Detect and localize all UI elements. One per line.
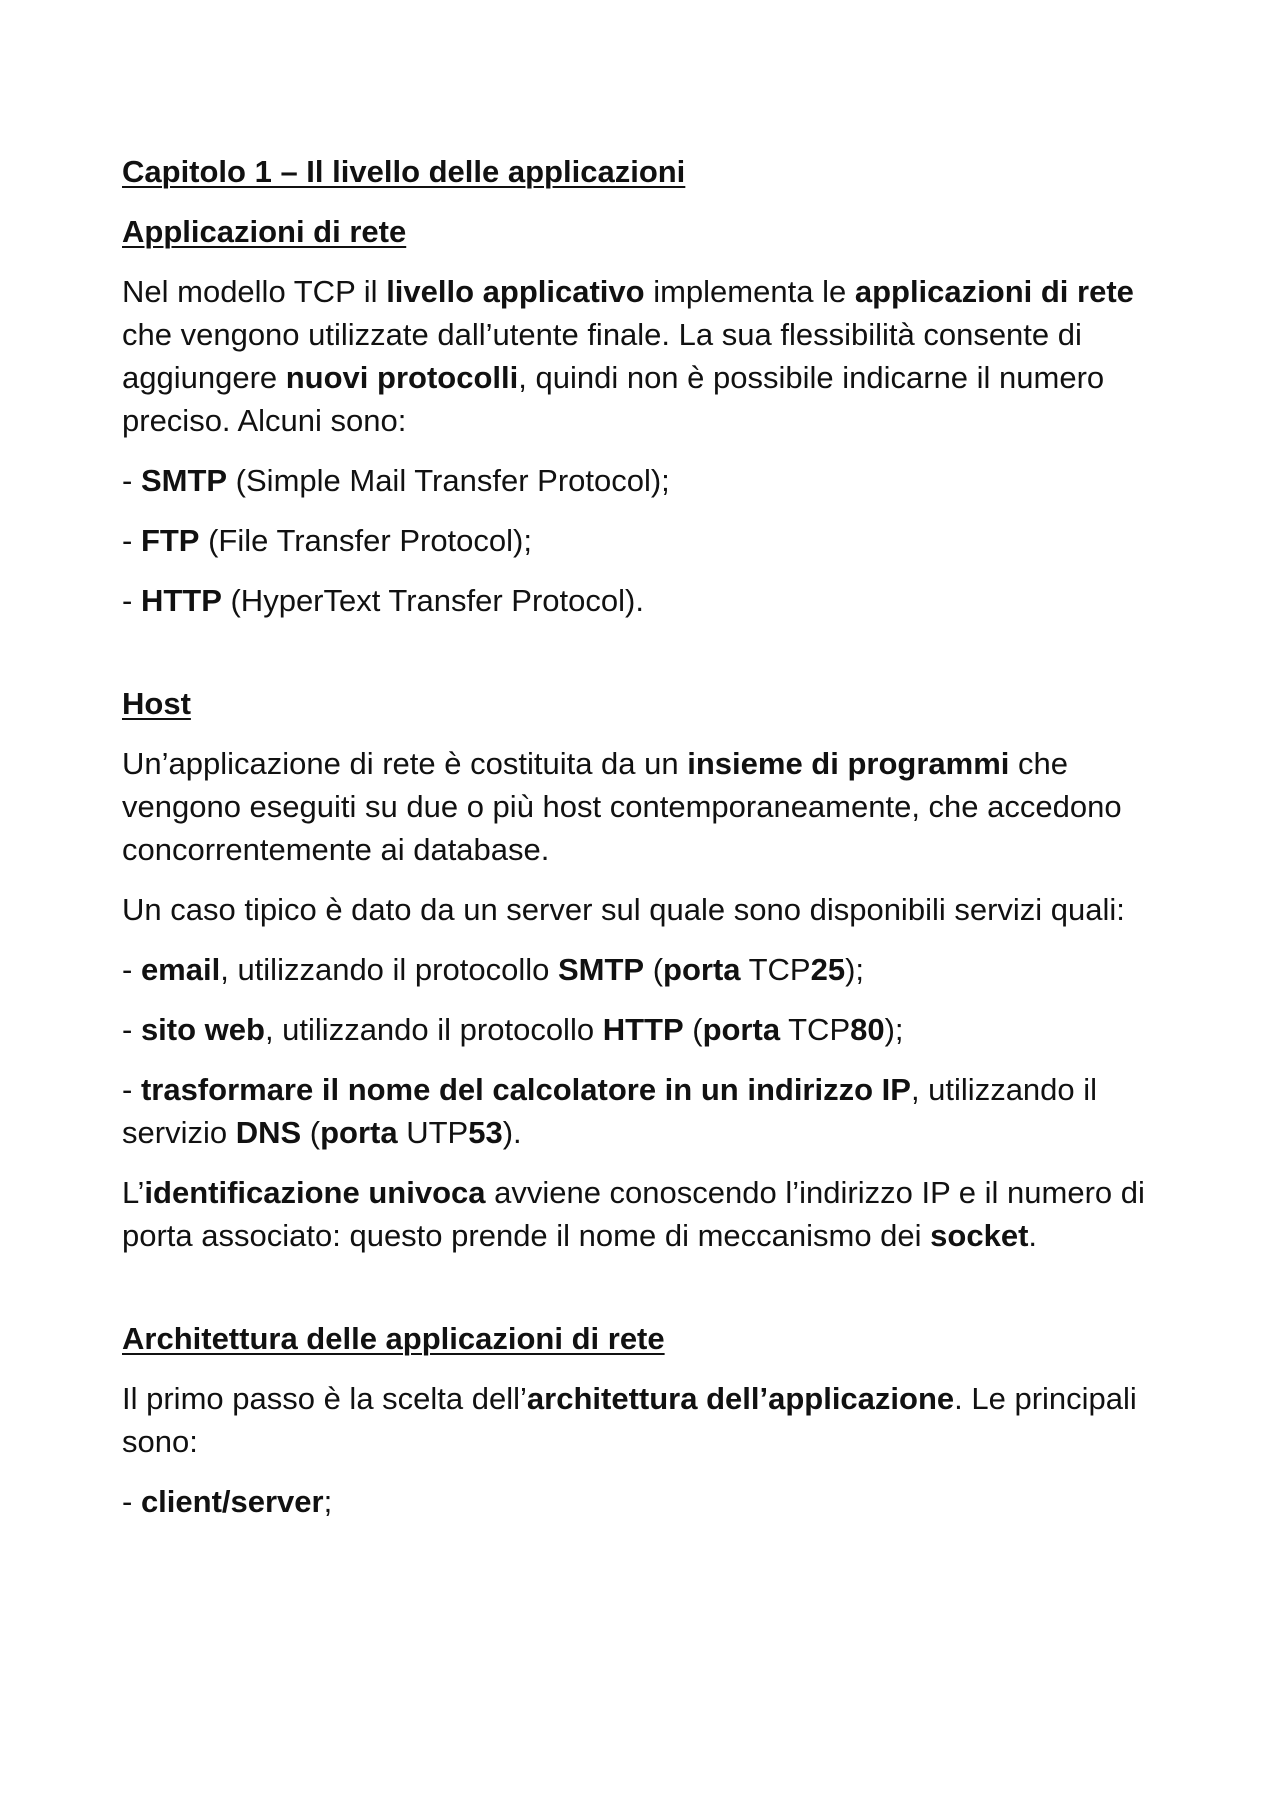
paragraph-intro: Nel modello TCP il livello applicativo implementa le applicazioni di rete che vengono utilizzate dall’utente finale. La sua flessibilità consente di aggiungere nuovi protocolli, quindi non è possibile indicarne il numero preciso. Alcuni sono: <box>122 274 1134 438</box>
list-item-ftp: - FTP (File Transfer Protocol); <box>122 523 532 558</box>
paragraph-socket: L’identificazione univoca avviene conoscendo l’indirizzo IP e il numero di porta associato: questo prende il nome di meccanismo dei socket. <box>122 1175 1145 1253</box>
list-item-smtp: - SMTP (Simple Mail Transfer Protocol); <box>122 463 670 498</box>
paragraph-host-definition: Un’applicazione di rete è costituita da un insieme di programmi che vengono eseguiti su due o più host contemporaneamente, che accedono concorrentemente ai database. <box>122 746 1122 867</box>
chapter-title: Capitolo 1 – Il livello delle applicazioni <box>122 154 686 189</box>
paragraph-server-example: Un caso tipico è dato da un server sul quale sono disponibili servizi quali: <box>122 892 1125 927</box>
section-title-architettura: Architettura delle applicazioni di rete <box>122 1321 665 1356</box>
document-page <box>122 150 1162 1523</box>
list-item-http: - HTTP (HyperText Transfer Protocol). <box>122 583 644 618</box>
section-title-host: Host <box>122 686 191 721</box>
list-item-sito-web: - sito web, utilizzando il protocollo HTTP (porta TCP80); <box>122 1012 904 1047</box>
list-item-email: - email, utilizzando il protocollo SMTP (porta TCP25); <box>122 952 864 987</box>
list-item-client-server: - client/server; <box>122 1484 333 1519</box>
section-title-applicazioni-di-rete: Applicazioni di rete <box>122 214 407 249</box>
list-item-dns: - trasformare il nome del calcolatore in un indirizzo IP, utilizzando il servizio DNS (porta UTP53). <box>122 1072 1098 1150</box>
paragraph-architettura: Il primo passo è la scelta dell’architettura dell’applicazione. Le principali sono: <box>122 1381 1137 1459</box>
